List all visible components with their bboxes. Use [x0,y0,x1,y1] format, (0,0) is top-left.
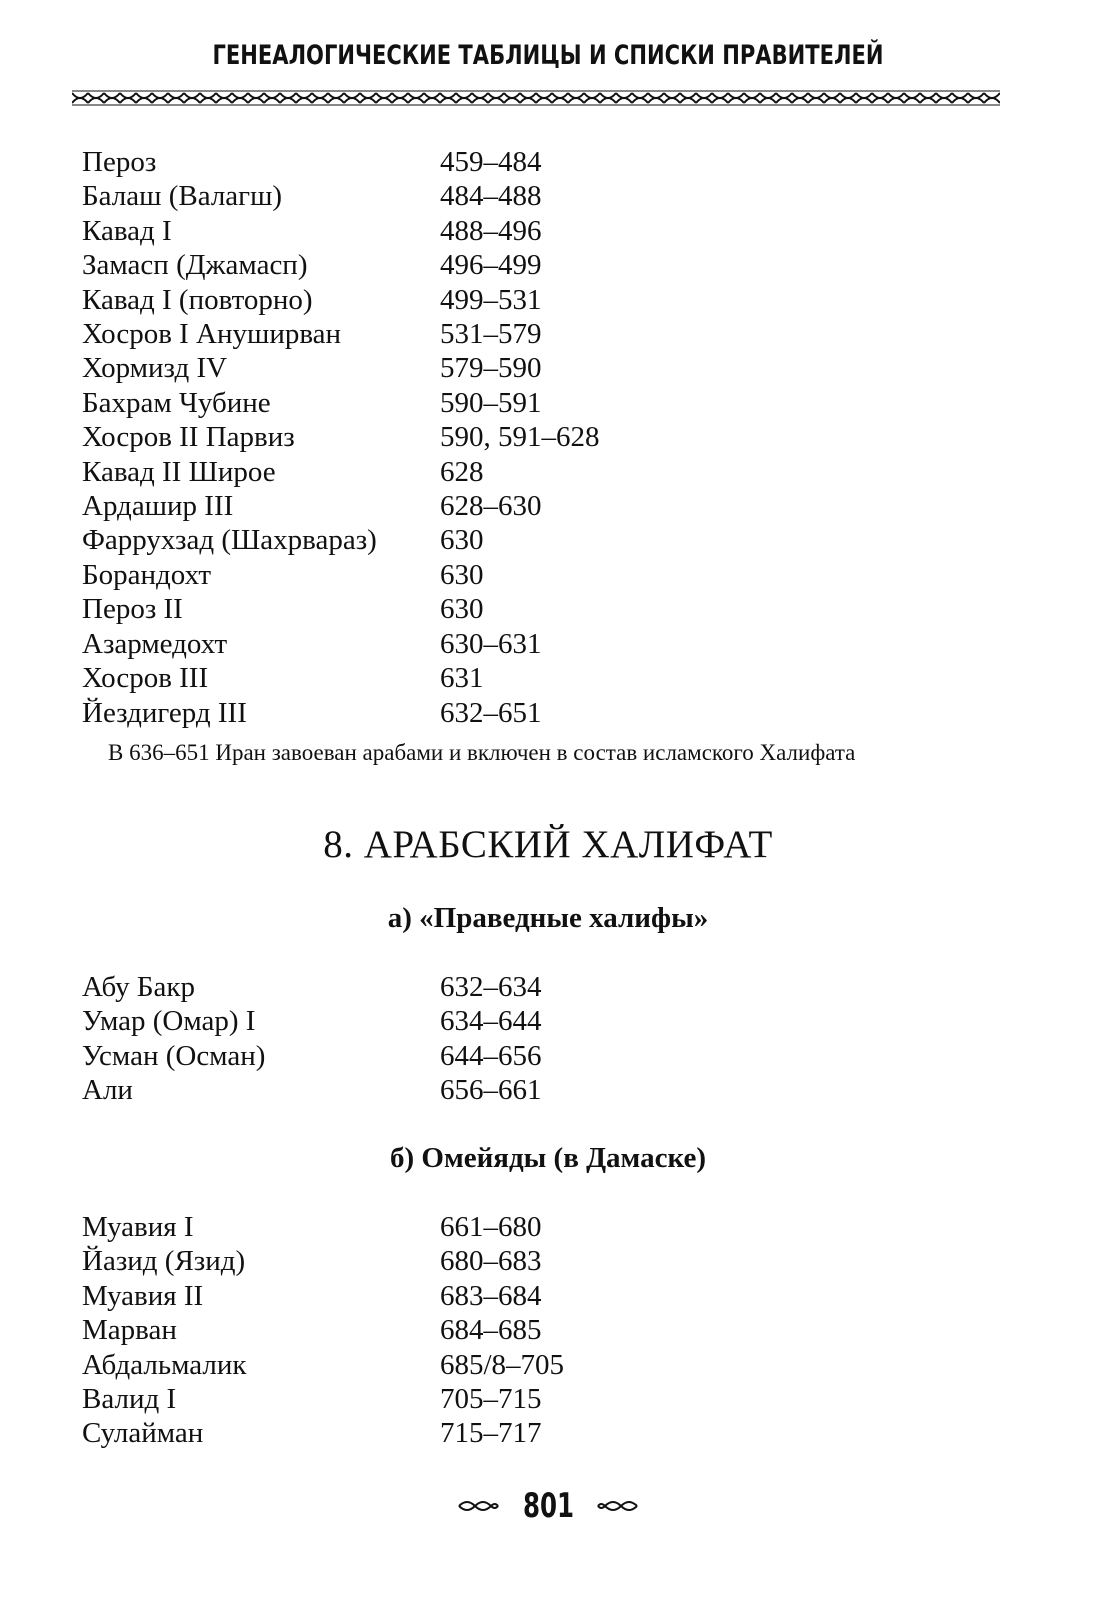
ruler-row [82,661,740,695]
reign-years: 531–579 [440,318,542,351]
ruler-name: Хормизд IV [82,352,228,385]
ruler-row [82,283,740,317]
ruler-name: Йездигерд III [82,696,247,729]
subsection-heading-righteous: а) «Праведные халифы» [387,902,709,934]
reign-years: 630 [440,593,484,626]
ruler-name: Азармедохт [82,627,228,660]
ruler-row [82,523,740,557]
ruler-row [82,489,740,523]
ruler-name: Муавия I [82,1211,194,1243]
reign-years: 632–651 [440,696,542,729]
reign-years: 684–685 [440,1314,542,1347]
reign-years: 628 [440,455,484,488]
ruler-name: Марван [82,1314,177,1347]
ruler-name: Кавад I [82,214,172,247]
ruler-row [82,1073,740,1107]
ornamental-rule [72,88,1000,108]
reign-years: 705–715 [440,1383,542,1416]
ruler-name: Кавад I (повторно) [82,283,313,316]
ruler-row [82,696,740,730]
reign-years: 685/8–705 [440,1348,565,1381]
ruler-row [82,420,740,454]
reign-years: 656–661 [440,1074,542,1107]
righteous-caliphs-list [82,970,740,1108]
ruler-name: Али [82,1074,133,1107]
ruler-name: Валид I [82,1383,177,1416]
ruler-row [82,1382,740,1416]
reign-years: 644–656 [440,1039,542,1072]
ruler-row [82,351,740,385]
ruler-name: Сулайман [82,1417,204,1450]
reign-years: 499–531 [440,283,542,316]
reign-years: 630 [440,558,484,591]
ruler-row [82,455,740,489]
reign-years: 590, 591–628 [440,421,600,454]
conquest-note: В 636–651 Иран завоеван арабами и включен в состав исламского Халифата [108,740,856,765]
ornament-left-icon [457,1498,499,1514]
ruler-row [82,179,740,213]
ruler-row [82,1348,740,1382]
ruler-row [82,1039,740,1073]
reign-years: 628–630 [440,490,542,523]
ruler-name: Абу Бакр [82,971,195,1003]
reign-years: 661–680 [440,1211,542,1243]
page-footer [0,1486,1096,1526]
ruler-name: Пероз II [82,593,183,626]
reign-years: 683–684 [440,1279,542,1312]
ruler-row [82,1279,740,1313]
ruler-name: Борандохт [82,558,212,591]
ruler-name: Фаррухзад (Шахрвараз) [82,524,377,557]
ruler-name: Йазид (Язид) [82,1245,246,1278]
ruler-row [82,145,740,179]
ruler-row [82,558,740,592]
ruler-row [82,592,740,626]
ruler-row [82,317,740,351]
ruler-name: Хосров I Ануширван [82,318,342,351]
ruler-name: Пероз [82,146,157,178]
ruler-row [82,386,740,420]
ruler-name: Бахрам Чубине [82,386,271,419]
ruler-name: Муавия II [82,1279,204,1312]
reign-years: 634–644 [440,1005,542,1038]
page-number: 801 [522,1486,574,1526]
reign-years: 579–590 [440,352,542,385]
reign-years: 632–634 [440,971,542,1003]
sasanid-ruler-list [82,145,740,730]
reign-years: 680–683 [440,1245,542,1278]
ruler-name: Ардашир III [82,490,234,523]
ruler-name: Хосров II Парвиз [82,421,295,454]
ruler-row [82,1416,740,1450]
reign-years: 496–499 [440,249,542,282]
reign-years: 459–484 [440,146,542,178]
reign-years: 590–591 [440,386,542,419]
ruler-name: Балаш (Валагш) [82,180,283,213]
running-head: ГЕНЕАЛОГИЧЕСКИЕ ТАБЛИЦЫ И СПИСКИ ПРАВИТЕЛЕЙ [212,40,884,71]
ruler-row [82,1210,740,1244]
section-heading: 8. АРАБСКИЙ ХАЛИФАТ [323,823,773,866]
reign-years: 630 [440,524,484,557]
reign-years: 630–631 [440,627,542,660]
ruler-name: Кавад II Широе [82,455,276,488]
subsection-heading-umayyads: б) Омейяды (в Дамаске) [389,1142,706,1174]
reign-years: 484–488 [440,180,542,213]
ruler-row [82,214,740,248]
ruler-name: Абдальмалик [82,1348,247,1381]
ruler-name: Усман (Осман) [82,1039,266,1072]
ruler-name: Замасп (Джамасп) [82,249,308,282]
ornament-right-icon [597,1498,639,1514]
ruler-row [82,1244,740,1278]
umayyad-caliphs-list [82,1210,740,1451]
ruler-name: Умар (Омар) I [82,1005,256,1038]
ruler-row [82,627,740,661]
reign-years: 488–496 [440,214,542,247]
reign-years: 715–717 [440,1417,542,1450]
reign-years: 631 [440,662,484,695]
ruler-row [82,1313,740,1347]
ruler-row [82,1004,740,1038]
ruler-row [82,248,740,282]
ruler-row [82,970,740,1004]
ruler-name: Хосров III [82,662,209,695]
